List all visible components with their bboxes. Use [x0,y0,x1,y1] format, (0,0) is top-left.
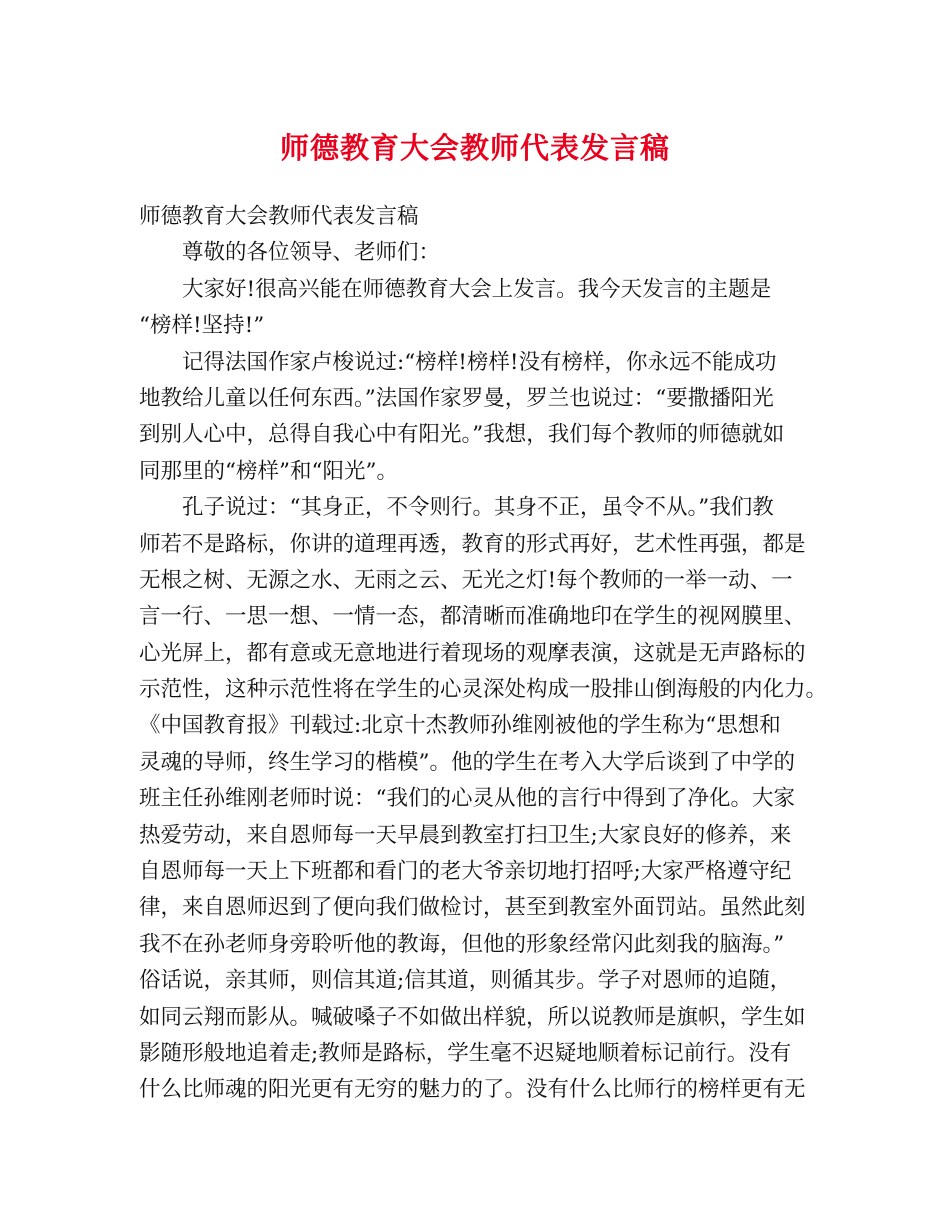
document-title: 师德教育大会教师代表发言稿 [279,131,670,165]
body-line: 灵魂的导师，终生学习的楷模”。他的学生在考入大学后谈到了中学的 [139,749,795,775]
body-line: 地教给儿童以任何东西。”法国作家罗曼，罗兰也说过：“要撒播阳光 [139,385,774,411]
body-line: 《中国教育报》刊载过:北京十杰教师孙维刚被他的学生称为“思想和 [139,713,781,739]
body-line: 影随形般地追着走;教师是路标，学生毫不迟疑地顺着标记前行。没有 [139,1040,792,1066]
body-line: 俗话说，亲其师，则信其道;信其道，则循其步。学子对恩师的追随， [139,968,792,994]
body-line: 尊敬的各位领导、老师们： [182,240,441,266]
body-line: 到别人心中，总得自我心中有阳光。”我想，我们每个教师的师德就如 [139,422,785,448]
document-body [139,199,828,1109]
body-line: 律，来自恩师迟到了便向我们做检讨，甚至到教室外面罚站。虽然此刻 [139,895,806,921]
body-line: 什么比师魂的阳光更有无穷的魅力的了。没有什么比师行的榜样更有无 [139,1077,806,1103]
body-line: “榜样!坚持!” [139,313,265,339]
body-line: 无根之树、无源之水、无雨之云、无光之灯!每个教师的一举一动、一 [139,567,793,593]
body-line: 热爱劳动，来自恩师每一天早晨到教室打扫卫生;大家良好的修养，来 [139,822,792,848]
body-line: 师若不是路标，你讲的道理再透，教育的形式再好，艺术性再强，都是 [139,531,806,557]
body-line: 示范性，这种示范性将在学生的心灵深处构成一股排山倒海般的内化力。 [139,677,828,703]
body-line: 孔子说过：“其身正，不令则行。其身不正，虽令不从。”我们教 [182,495,774,521]
body-line: 如同云翔而影从。喊破嗓子不如做出样貌，所以说教师是旗帜，学生如 [139,1004,806,1030]
body-line: 记得法国作家卢梭说过:“榜样!榜样!没有榜样，你永远不能成功 [182,349,777,375]
body-line: 心光屏上，都有意或无意地进行着现场的观摩表演，这就是无声路标的 [139,640,806,666]
body-line: 同那里的“榜样”和“阳光”。 [139,458,398,484]
body-line: 言一行、一思一想、一情一态，都清晰而准确地印在学生的视网膜里、 [139,604,806,630]
body-line: 大家好!很高兴能在师德教育大会上发言。我今天发言的主题是 [182,276,772,302]
body-line: 我不在孙老师身旁聆听他的教诲，但他的形象经常闪此刻我的脑海。” [139,931,785,957]
body-line: 班主任孙维刚老师时说：“我们的心灵从他的言行中得到了净化。大家 [139,786,795,812]
body-line: 师德教育大会教师代表发言稿 [139,204,419,229]
body-line: 自恩师每一天上下班都和看门的老大爷亲切地打招呼;大家严格遵守纪 [139,859,792,885]
